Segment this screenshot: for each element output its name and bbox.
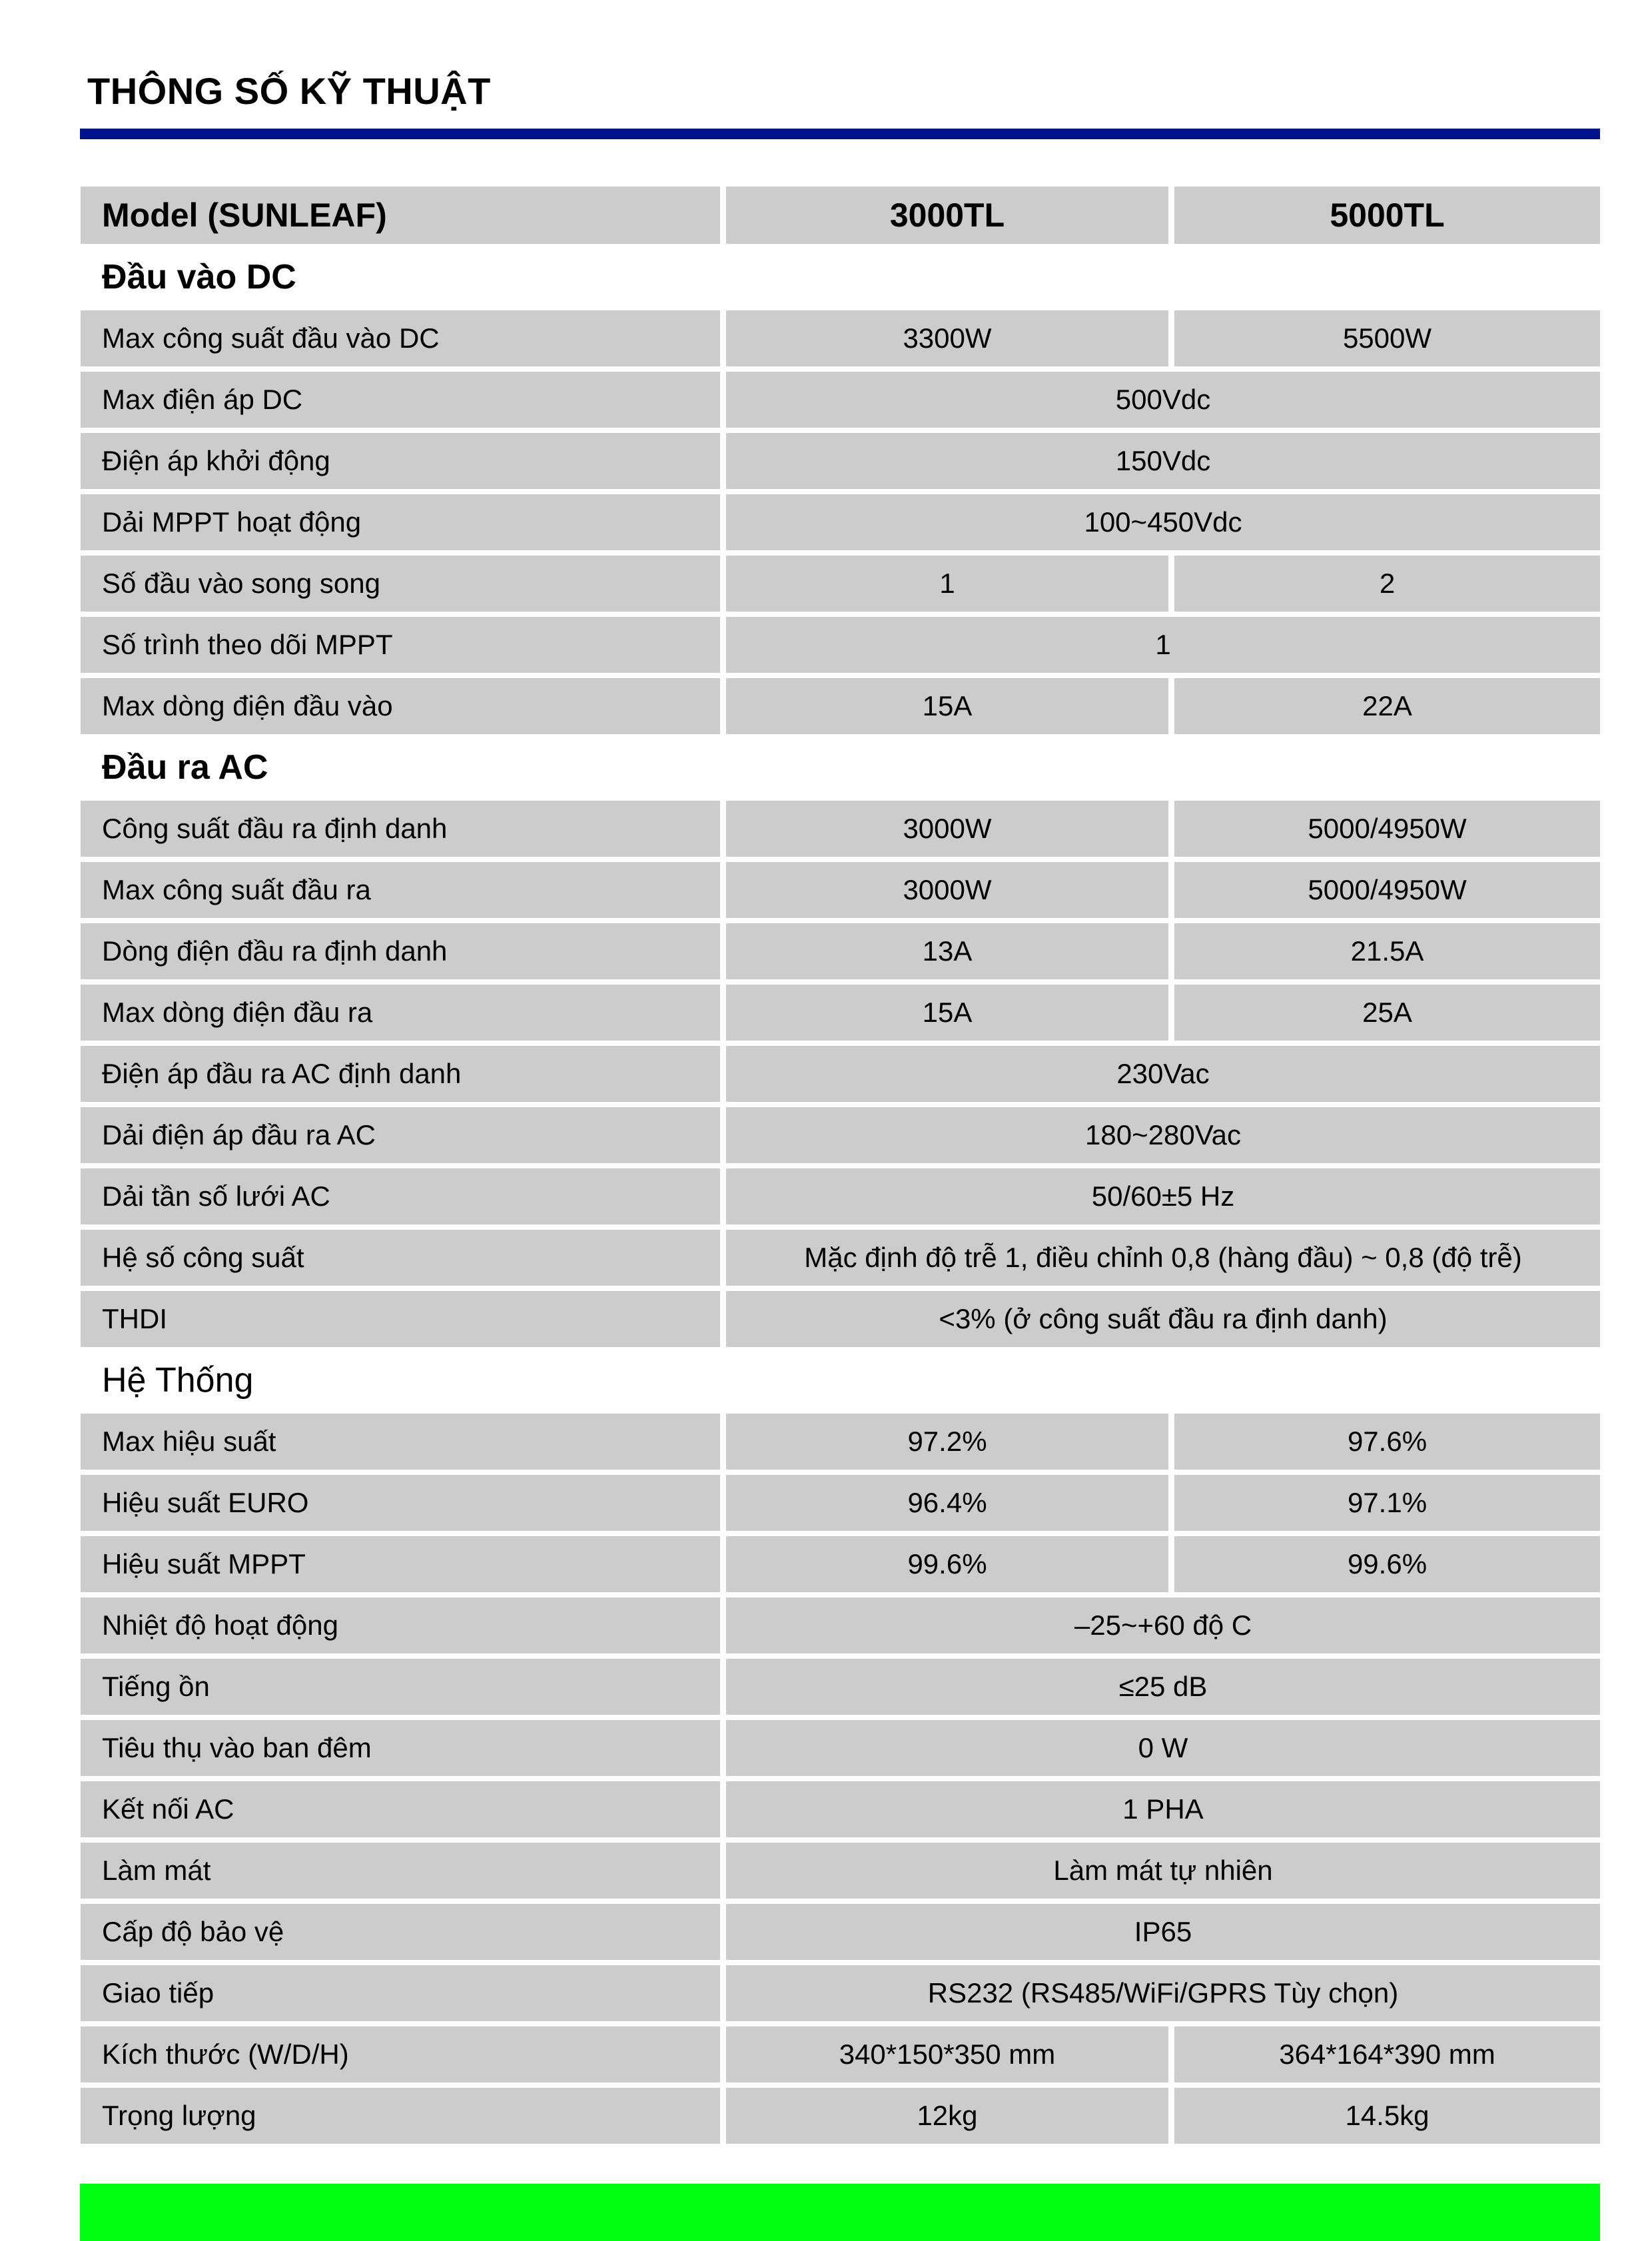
table-row (81, 372, 1600, 428)
spec-value-3000tl: 12kg (726, 2088, 1168, 2144)
table-row (81, 1046, 1600, 1102)
spec-value-5000tl: 97.6% (1174, 1414, 1600, 1470)
table-row (81, 678, 1600, 734)
page-title: THÔNG SỐ KỸ THUẬT (87, 70, 491, 112)
spec-value-3000tl: 3000W (726, 862, 1168, 918)
spec-value-shared: 1 (726, 617, 1600, 673)
table-row (81, 1659, 1600, 1715)
spec-value-5000tl: 21.5A (1174, 923, 1600, 979)
spec-value-5000tl: 5000/4950W (1174, 862, 1600, 918)
spec-value-shared: –25~+60 độ C (726, 1597, 1600, 1653)
spec-value-shared: ≤25 dB (726, 1659, 1600, 1715)
spec-label: Kích thước (W/D/H) (81, 2026, 720, 2082)
table-row (81, 1475, 1600, 1531)
table-row (81, 1720, 1600, 1776)
spec-label: Tiêu thụ vào ban đêm (81, 1720, 720, 1776)
spec-value-shared: IP65 (726, 1904, 1600, 1960)
table-row (81, 1781, 1600, 1837)
table-row (81, 1291, 1600, 1347)
spec-label: Nhiệt độ hoạt động (81, 1597, 720, 1653)
table-row (81, 1230, 1600, 1286)
spec-value-3000tl: 13A (726, 923, 1168, 979)
table-row (81, 985, 1600, 1041)
spec-value-3000tl: 1 (726, 556, 1168, 612)
section-heading: Đầu ra AC (102, 748, 268, 787)
spec-label: Làm mát (81, 1843, 720, 1899)
table-row (81, 556, 1600, 612)
spec-value-3000tl: 96.4% (726, 1475, 1168, 1531)
footer-bar (80, 2184, 1600, 2241)
spec-value-5000tl: 99.6% (1174, 1536, 1600, 1592)
table-row (81, 801, 1600, 857)
spec-label: Cấp độ bảo vệ (81, 1904, 720, 1960)
table-row (81, 617, 1600, 673)
spec-value-shared: 180~280Vac (726, 1107, 1600, 1163)
spec-label: Dải tần số lưới AC (81, 1168, 720, 1224)
spec-label: Max công suất đầu ra (81, 862, 720, 918)
table-row (81, 433, 1600, 489)
spec-label: Hiệu suất EURO (81, 1475, 720, 1531)
spec-value-shared: 50/60±5 Hz (726, 1168, 1600, 1224)
table-row (81, 923, 1600, 979)
table-row (81, 862, 1600, 918)
spec-value-3000tl: 97.2% (726, 1414, 1168, 1470)
spec-value-3000tl: 3300W (726, 310, 1168, 366)
spec-label: Trọng lượng (81, 2088, 720, 2144)
spec-label: Số đầu vào song song (81, 556, 720, 612)
spec-value-shared: 150Vdc (726, 433, 1600, 489)
spec-label: Hệ số công suất (81, 1230, 720, 1286)
spec-value-5000tl: 2 (1174, 556, 1600, 612)
spec-value-5000tl: 5500W (1174, 310, 1600, 366)
header-model-label: Model (SUNLEAF) (81, 187, 720, 244)
spec-label: Hiệu suất MPPT (81, 1536, 720, 1592)
spec-value-3000tl: 15A (726, 985, 1168, 1041)
spec-label: THDI (81, 1291, 720, 1347)
spec-label: Dải điện áp đầu ra AC (81, 1107, 720, 1163)
spec-label: Max hiệu suất (81, 1414, 720, 1470)
table-row (81, 1168, 1600, 1224)
spec-value-shared: 500Vdc (726, 372, 1600, 428)
spec-value-shared: Làm mát tự nhiên (726, 1843, 1600, 1899)
table-row (81, 310, 1600, 366)
spec-label: Công suất đầu ra định danh (81, 801, 720, 857)
spec-label: Số trình theo dõi MPPT (81, 617, 720, 673)
header-col-3000tl: 3000TL (726, 187, 1168, 244)
table-row (81, 494, 1600, 550)
table-row (81, 1597, 1600, 1653)
table-row (81, 1904, 1600, 1960)
spec-value-3000tl: 3000W (726, 801, 1168, 857)
header-col-5000tl: 5000TL (1174, 187, 1600, 244)
section-heading: Đầu vào DC (102, 258, 296, 296)
spec-label: Dải MPPT hoạt động (81, 494, 720, 550)
spec-value-5000tl: 14.5kg (1174, 2088, 1600, 2144)
spec-label: Giao tiếp (81, 1965, 720, 2021)
table-row (81, 1843, 1600, 1899)
spec-label: Điện áp khởi động (81, 433, 720, 489)
spec-value-shared: RS232 (RS485/WiFi/GPRS Tùy chọn) (726, 1965, 1600, 2021)
spec-value-5000tl: 5000/4950W (1174, 801, 1600, 857)
table-row (81, 1536, 1600, 1592)
spec-label: Kết nối AC (81, 1781, 720, 1837)
spec-value-shared: 100~450Vdc (726, 494, 1600, 550)
spec-value-shared: 1 PHA (726, 1781, 1600, 1837)
table-row (81, 2026, 1600, 2082)
spec-value-5000tl: 25A (1174, 985, 1600, 1041)
table-row (81, 2088, 1600, 2144)
table-row (81, 1965, 1600, 2021)
spec-label: Dòng điện đầu ra định danh (81, 923, 720, 979)
spec-label: Max dòng điện đầu vào (81, 678, 720, 734)
spec-value-3000tl: 15A (726, 678, 1168, 734)
spec-value-3000tl: 340*150*350 mm (726, 2026, 1168, 2082)
spec-value-5000tl: 97.1% (1174, 1475, 1600, 1531)
section-heading: Hệ Thống (102, 1361, 254, 1400)
table-row (81, 1414, 1600, 1470)
spec-table (81, 187, 1600, 2149)
title-divider (80, 129, 1600, 139)
spec-value-3000tl: 99.6% (726, 1536, 1168, 1592)
spec-label: Max điện áp DC (81, 372, 720, 428)
spec-label: Tiếng ồn (81, 1659, 720, 1715)
spec-value-shared: 230Vac (726, 1046, 1600, 1102)
table-row (81, 1107, 1600, 1163)
spec-value-shared: Mặc định độ trễ 1, điều chỉnh 0,8 (hàng đầu) ~ 0,8 (độ trễ) (726, 1230, 1600, 1286)
table-header-row (81, 187, 1600, 244)
spec-label: Max dòng điện đầu ra (81, 985, 720, 1041)
spec-value-shared: 0 W (726, 1720, 1600, 1776)
spec-value-5000tl: 22A (1174, 678, 1600, 734)
spec-value-shared: <3% (ở công suất đầu ra định danh) (726, 1291, 1600, 1347)
spec-value-5000tl: 364*164*390 mm (1174, 2026, 1600, 2082)
spec-label: Max công suất đầu vào DC (81, 310, 720, 366)
spec-label: Điện áp đầu ra AC định danh (81, 1046, 720, 1102)
